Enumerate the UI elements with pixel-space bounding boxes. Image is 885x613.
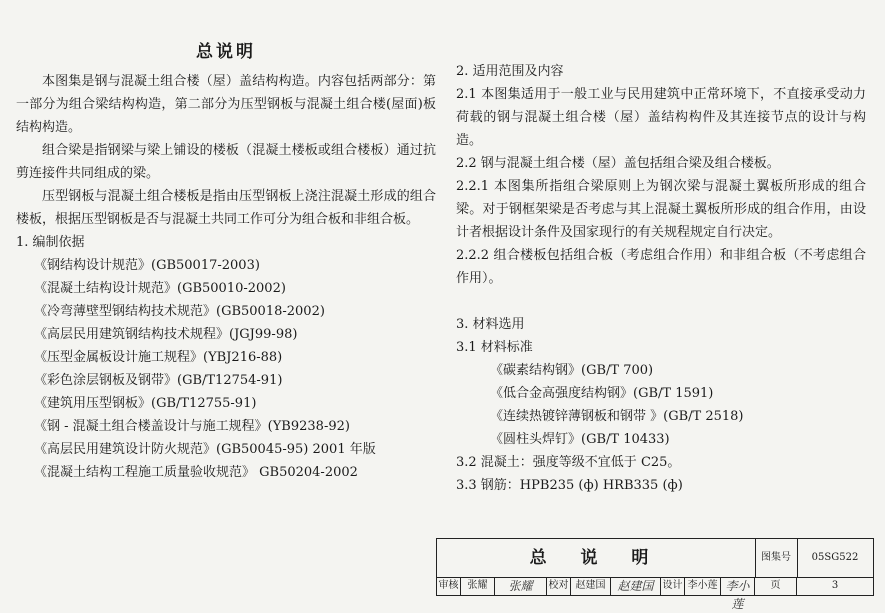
checker-name: 赵建国 [571, 577, 611, 595]
material-item: 《低合金高强度结构钢》(GB/T 1591) [490, 386, 714, 401]
atlas-number-label: 图集号 [755, 539, 798, 577]
page-title: 总说明 [196, 42, 256, 62]
page-number: 3 [831, 580, 839, 591]
reference-item: 《彩色涂层钢板及钢带》(GB/T12754-91) [34, 373, 283, 388]
title-block-sign-row [437, 577, 873, 611]
clause-3-2: 3.2 混凝土：强度等级不宜低于 C25。 [456, 455, 681, 470]
title-block [436, 538, 874, 611]
material-list [456, 359, 866, 451]
title-block-title: 总 说 明 [437, 539, 756, 577]
reference-item: 《钢结构设计规范》(GB50017-2003) [34, 258, 260, 273]
spacer [456, 290, 866, 313]
intro-paragraph-2: 组合梁是指钢梁与梁上铺设的楼板（混凝土楼板或组合楼板）通过抗剪连接件共同组成的梁。 [16, 143, 436, 181]
reviewer-name: 张耀 [461, 577, 495, 595]
intro-paragraph-1: 本图集是钢与混凝土组合楼（屋）盖结构构造。内容包括两部分：第一部分为组合梁结构构造，第二部分为压型钢板与混凝土组合楼(屋面)板结构构造。 [16, 74, 436, 135]
reference-item: 《钢 - 混凝土组合楼盖设计与施工规程》(YB9238-92) [34, 419, 350, 434]
reference-item: 《压型金属板设计施工规程》(YBJ216-88) [34, 350, 283, 365]
section-2-heading: 2. 适用范围及内容 [456, 64, 564, 79]
reviewer-signature: 张耀 [495, 577, 547, 595]
clause-2-1: 2.1 本图集适用于一般工业与民用建筑中正常环境下，不直接承受动力荷载的钢与混凝土组合楼（屋）盖结构构件及其连接节点的设计与构造。 [456, 87, 866, 148]
right-column [456, 60, 866, 497]
reference-item: 《混凝土结构设计规范》(GB50010-2002) [34, 281, 286, 296]
title-block-top-row [437, 539, 873, 578]
clause-2-2: 2.2 钢与混凝土组合楼（屋）盖包括组合梁及组合楼板。 [456, 156, 780, 171]
designer-signature: 李小莲 [721, 577, 755, 595]
clause-2-2-1: 2.2.1 本图集所指组合梁原则上为钢次梁与混凝土翼板所形成的组合梁。对于钢框架梁是否考虑与其上混凝土翼板所形成的组合作用，由设计者根据设计条件及国家现行的有关规程规定自行决定。 [456, 179, 866, 240]
reference-item: 《冷弯薄壁型钢结构技术规范》(GB50018-2002) [34, 304, 325, 319]
reference-item: 《混凝土结构工程施工质量验收规范》 GB50204-2002 [34, 465, 358, 480]
section-3-heading: 3. 材料选用 [456, 317, 525, 332]
page-label: 页 [755, 577, 797, 595]
left-column [16, 40, 436, 484]
material-item: 《连续热镀锌薄钢板和钢带 》(GB/T 2518) [490, 409, 744, 424]
reference-item: 《高层民用建筑钢结构技术规程》(JGJ99-98) [34, 327, 298, 342]
material-item: 《圆柱头焊钉》(GB/T 10433) [490, 432, 670, 447]
reference-item: 《高层民用建筑设计防火规范》(GB50045-95) 2001 年版 [34, 442, 376, 457]
material-item: 《碳素结构钢》(GB/T 700) [490, 363, 654, 378]
checker-signature: 赵建国 [611, 577, 661, 595]
clause-3-1: 3.1 材料标准 [456, 340, 533, 355]
atlas-number-value: 05SG522 [811, 552, 859, 563]
design-label: 设计 [661, 577, 685, 595]
reference-list [16, 254, 436, 484]
intro-paragraph-3: 压型钢板与混凝土组合楼板是指由压型钢板上浇注混凝土形成的组合楼板，根据压型钢板是否与混凝土共同工作可分为组合板和非组合板。 [16, 189, 436, 227]
section-1-heading: 1. 编制依据 [16, 235, 85, 250]
designer-name: 李小莲 [685, 577, 721, 595]
review-label: 审核 [437, 577, 461, 595]
check-label: 校对 [547, 577, 571, 595]
reference-item: 《建筑用压型钢板》(GB/T12755-91) [34, 396, 257, 411]
clause-2-2-2: 2.2.2 组合楼板包括组合板（考虑组合作用）和非组合板（不考虑组合作用）。 [456, 248, 866, 286]
clause-3-3: 3.3 钢筋：HPB235 (ф) HRB335 (ф) [456, 478, 683, 493]
